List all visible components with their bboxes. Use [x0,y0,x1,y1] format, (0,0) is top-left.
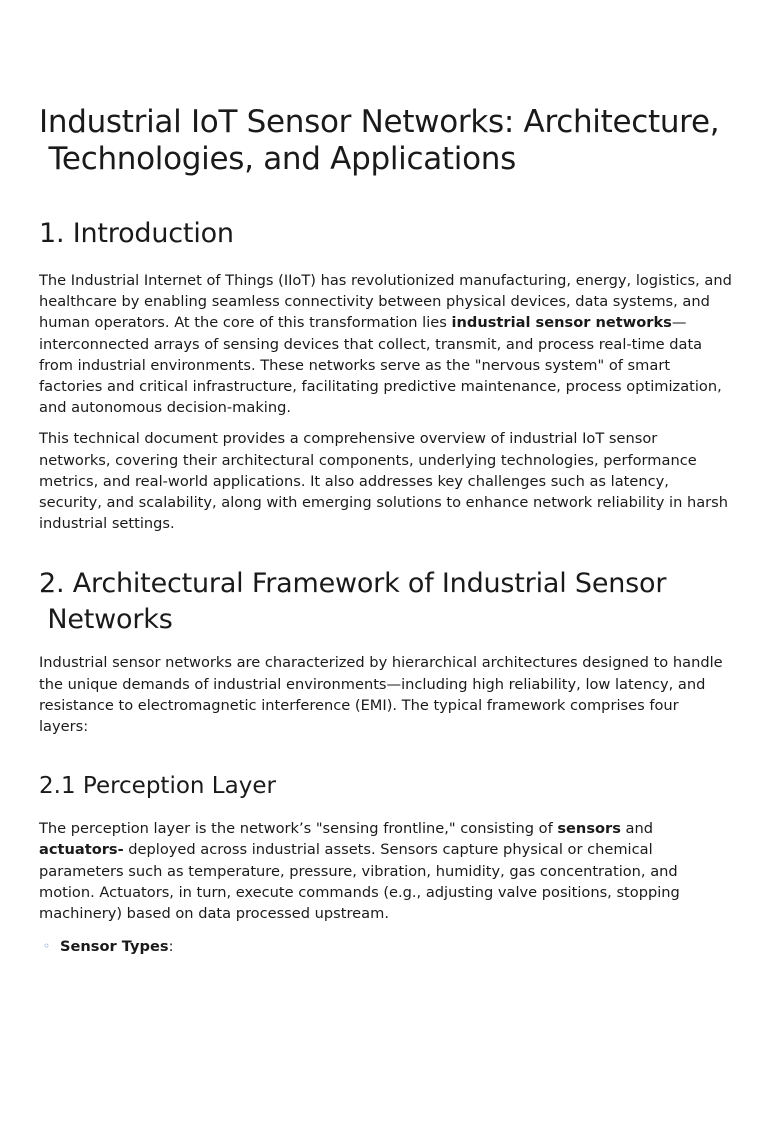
intro-paragraph-1 [39,270,732,418]
perception-bullet-list [39,936,732,957]
subsection-heading-perception-layer: 2.1 Perception Layer [39,773,276,800]
title-line-2: Technologies, and Applications [39,141,516,177]
bullet-rest-text: : [168,938,174,956]
bullet-bold-label: Sensor Types [60,938,169,956]
perception-paragraph-1 [39,818,732,924]
document-title [39,104,732,178]
intro-paragraph-1-text-a: The Industrial Internet of Things (IIoT) has revolutionized manufacturing, energy, logistics, and healthcare by enabling seamless connectivity between physical devices, data systems, and human operators. At the core of this transformation lies [39,272,732,332]
architecture-paragraph-1: Industrial sensor networks are characterized by hierarchical architectures designed to handle the unique demands of industrial environments—including high reliability, low latency, and resistance to electromagnetic interference (EMI). The typical framework comprises four layers: [39,654,723,736]
perception-text-a: The perception layer is the network’s "sensing frontline," consisting of [39,820,558,838]
intro-paragraph-2: This technical document provides a comprehensive overview of industrial IoT sensor networks, covering their architectural components, underlying technologies, performance metrics, and real-world applications. It also addresses key challenges such as latency, security, and scalability, along with emerging solutions to enhance network reliability in harsh industrial settings. [39,430,728,533]
hollow-circle-bullet-icon: ◦ [43,939,51,954]
list-item [39,936,732,957]
title-line-1: Industrial IoT Sensor Networks: Architecture, [39,104,720,140]
architecture-heading-line-2: Networks [39,604,173,636]
document-page [0,104,768,1128]
architecture-heading-line-1: 2. Architectural Framework of Industrial Sensor [39,568,667,600]
perception-bold-actuators: actuators- [39,841,124,859]
section-heading-introduction: 1. Introduction [39,218,234,249]
perception-text-c: deployed across industrial assets. Sensors capture physical or chemical parameters such as temperature, pressure, vibration, humidity, gas concentration, and motion. Actuators, in turn, execute commands (e.g., adjusting valve positions, stopping machinery) based on data processed upstream. [39,841,680,923]
section-heading-architecture [39,566,732,638]
intro-paragraph-1-text-b: —interconnected arrays of sensing devices that collect, transmit, and process real-time data from industrial environments. These networks serve as the "nervous system" of smart factories and critical infrastructure, facilitating predictive maintenance, process optimization, and autonomous decision-making. [39,314,722,417]
intro-paragraph-1-bold: industrial sensor networks [451,314,672,332]
perception-bold-sensors: sensors [557,820,621,838]
perception-text-b: and [620,820,654,838]
